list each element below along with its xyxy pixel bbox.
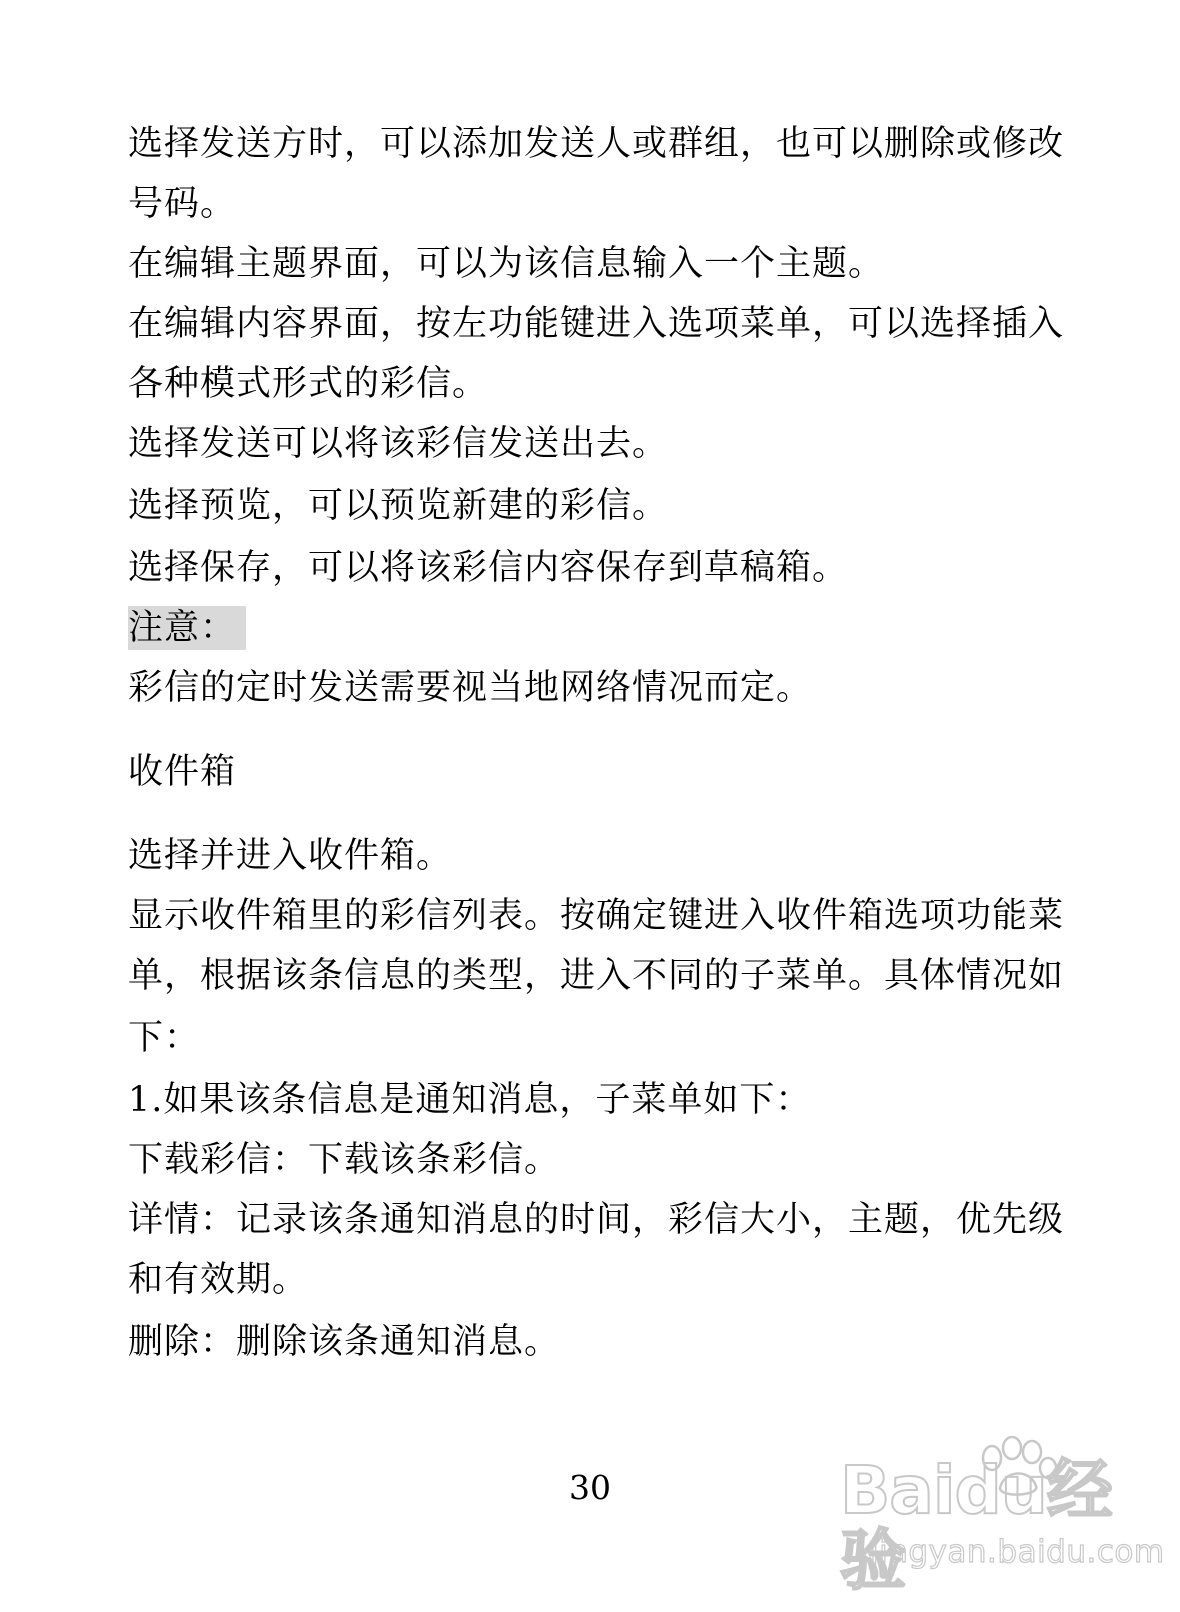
watermark-domain: jingyan.baidu.com [870,1534,1165,1570]
text-line: 在编辑主题界面，可以为该信息输入一个主题。 [128,244,885,284]
text-line: 在编辑内容界面，按左功能键进入选项菜单，可以选择插入 [128,304,1065,344]
text-line: 下载彩信：下载该条彩信。 [128,1140,561,1180]
text-line: 选择保存，可以将该彩信内容保存到草稿箱。 [128,548,849,588]
text-line: 和有效期。 [128,1260,309,1300]
text-line: 号码。 [128,184,237,224]
text-line: 显示收件箱里的彩信列表。按确定键进入收件箱选项功能菜 [128,896,1065,936]
text-line: 选择预览，可以预览新建的彩信。 [128,486,669,526]
text-line: 选择发送方时，可以添加发送人或群组，也可以删除或修改 [128,124,1065,164]
note-label: 注意： [128,606,246,650]
section-heading: 收件箱 [128,752,237,792]
note-label-line [128,608,1088,648]
text-line: 选择发送可以将该彩信发送出去。 [128,424,669,464]
baidu-jingyan-watermark [840,1436,1165,1599]
text-line: 详情：记录该条通知消息的时间，彩信大小，主题，优先级 [128,1200,1065,1240]
text-line: 下： [128,1018,201,1058]
text-line: 单，根据该条信息的类型，进入不同的子菜单。具体情况如 [128,956,1065,996]
watermark-logo-text: Baidu经验 [840,1452,1112,1599]
text-line: 彩信的定时发送需要视当地网络情况而定。 [128,668,813,708]
text-line: 各种模式形式的彩信。 [128,364,489,404]
page-number: 30 [569,1468,611,1507]
text-line: 选择并进入收件箱。 [128,836,453,876]
text-line: 删除：删除该条通知消息。 [128,1322,561,1362]
text-line: 1.如果该条信息是通知消息，子菜单如下： [128,1080,812,1120]
